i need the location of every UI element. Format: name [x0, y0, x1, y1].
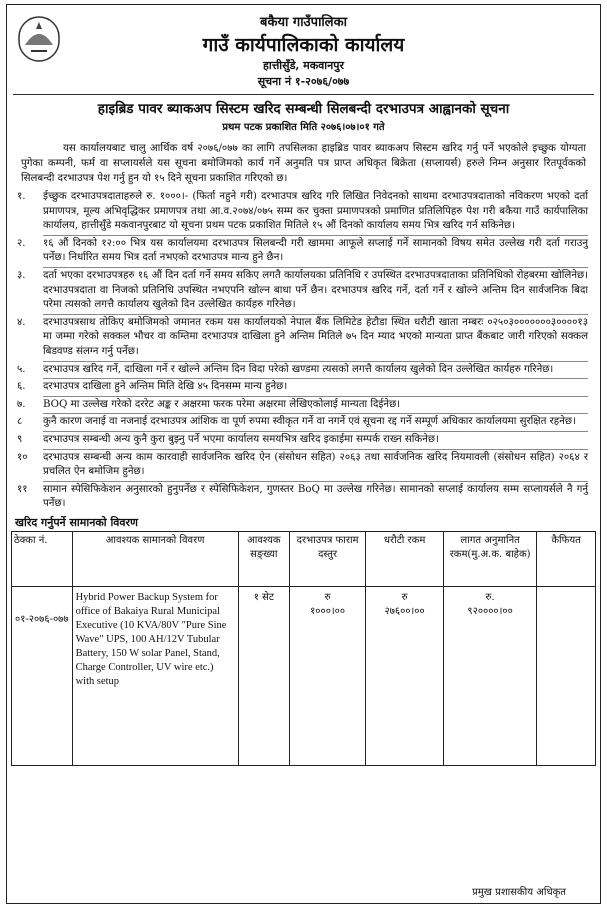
col-form-fee: दरभाउपत्र फाराम दस्तुर — [290, 531, 366, 586]
term-number: ५. — [17, 363, 26, 375]
col-deposit: धरौटी रकम — [366, 531, 444, 586]
col-quantity: आवश्यक सङ्ख्या — [238, 531, 289, 586]
cell-contract-no: ०१-२०७६-०७७ — [12, 586, 73, 765]
intro-paragraph: यस कार्यालयबाट चालु आर्थिक वर्ष २०७६/०७७ का लागि तपसिलका हाइब्रिड पावर ब्याकअप सिस्टम खरिद गर्नु पर्ने भएकोले इच्छुक योग्यता पुगेका कम्पनी, फर्म वा सप्लायर्सले यस सूचना बमोजिमको कार्य गर्ने अनुमति पत्र प्राप्त अधिकृत बिक्रेता (सप्लायर्स) हरुले निम्न अनुसार रितपूर्वकको सिलबन्दी दरभाउपत्र पेश गर्नु हुन यो १५ दिने सूचना प्रकाशित गरिएको छ। — [21, 143, 586, 184]
term-item — [17, 316, 588, 362]
term-item — [17, 269, 588, 315]
deposit-currency: रु — [401, 591, 408, 603]
term-number: ३. — [17, 269, 26, 281]
term-item — [17, 451, 588, 482]
estimate-amount: ९२००००।०० — [467, 605, 513, 617]
cell-quantity: १ सेट — [238, 586, 289, 765]
header-divider — [13, 94, 594, 95]
term-number: ११ — [17, 483, 28, 495]
term-text: दरभाउपत्रसाथ तोकिए बमोजिमको जमानत रकम यस कार्यालयको नेपाल बैंक लिमिटेड हेटौडा स्थित धरौटी खाता नम्बरः ०२५०३०००००००३००००१३ मा जम्मा गरेको सक्कल भौचर वा कम्तिमा दरभाउपत्र दाखिला हुने अन्तिम मितिले ७५ दिन म्याद भएको मान्यता प्राप्त बैंकबाट जारी गरिएको सक्कल बिडवण्ड संलग्न गर्नु पर्नेछ। — [43, 316, 588, 362]
notice-page — [6, 4, 601, 904]
term-text: सामान स्पेसिफिकेशन अनुसारको हुनुपर्नेछ र स्पेसिफिकेशन, गुणस्तर BoQ मा उल्लेख गरिनेछ। सामानको सप्लाई कार्यालय सम्म सप्लायर्सले नै गर्नु पर्नेछ। — [43, 483, 588, 510]
term-text: दरभाउपत्र सम्बन्धी अन्य काम कारवाही सार्वजनिक खरिद ऐन (संसोधन सहित) २०६३ तथा सार्वजनिक खरिद नियमावली (संसोधन सहित) २०६४ र प्रचलित ऐन बमोजिम हुनेछ। — [43, 451, 588, 482]
cell-description: Hybrid Power Backup System for office of Bakaiya Rural Municipal Executive (10 KVA/80V "Pure Sine Wave" UPS, 100 AH/12V Tubular Battery, 150 W solar Panel, Stand, Charge Controller, UV wire etc.) with setup — [72, 586, 238, 765]
letterhead — [7, 12, 600, 89]
nepal-emblem-icon — [17, 15, 61, 63]
term-item — [17, 363, 588, 380]
terms-list — [17, 190, 588, 513]
office-name: गाउँ कार्यपालिकाको कार्यालय — [202, 34, 405, 56]
cell-estimate — [444, 586, 537, 765]
publish-date: प्रथम पटक प्रकाशित मिति २०७६।०७।०१ गते — [222, 122, 385, 133]
notice-title: हाइब्रिड पावर ब्याकअप सिस्टम खरिद सम्बन्धी सिलबन्दी दरभाउपत्र आह्वानको सूचना — [97, 101, 510, 117]
term-text: कुनै कारण जनाई वा नजनाई दरभाउपत्र आंशिक वा पूर्ण रुपमा स्वीकृत गर्ने वा नगर्ने एवं सूचना रद्द गर्ने सम्पूर्ण अधिकार कार्यालयमा सुरक्षित रहनेछ। — [43, 415, 588, 432]
term-number: १. — [17, 191, 26, 202]
form-fee-amount: १०००।०० — [310, 605, 346, 617]
signature-title: प्रमुख प्रशासकीय अधिकृत — [472, 887, 566, 898]
term-number: २. — [17, 237, 26, 249]
col-estimate: लागत अनुमानित रकम(मु.अ.क. बाहेक) — [444, 531, 537, 586]
term-number: ८ — [17, 416, 23, 428]
col-remarks: कैफियत — [537, 531, 596, 586]
term-text: दरभाउपत्र दाखिला हुने अन्तिम मिति देखि ४५ दिनसम्म मान्य हुनेछ। — [43, 380, 588, 397]
term-number: ६. — [17, 381, 26, 393]
term-item — [17, 398, 588, 415]
term-number: १० — [17, 451, 28, 463]
notice-number: सूचना नं १-२०७६/०७७ — [257, 75, 350, 88]
term-text: दरभाउपत्र खरिद गर्ने, दाखिला गर्ने र खोल्ने अन्तिम दिन विदा परेको खण्डमा त्यसको लगत्तै कार्यालय खुलेको दिन उल्लेखित कार्यहरु गरिनेछ। — [43, 363, 588, 380]
term-number: ९ — [17, 433, 23, 445]
table-row — [12, 586, 596, 765]
cell-remarks — [537, 586, 596, 765]
col-contract-no: ठेक्का नं. — [12, 531, 73, 586]
term-text: दर्ता भएका दरभाउपत्रहरु १६ औं दिन दर्ता गर्ने समय सकिए लगतै कार्यालयका प्रतिनिधि र उपस्थित दरभाउपत्रदाताका प्रतिनिधिको रोहबरमा खोलिनेछ। दरभाउपत्रदाता वा निजको प्रतिनिधि उपस्थित नभएपनि खोल्न बाधा पर्ने छैन। दरभाउपत्र खरिद गर्ने, दर्ता गर्ने र खोल्ने अन्तिम दिन सार्वजनिक बिदा परेमा त्यसको लगत्तै कार्यालय खुलेको दिन उल्लेखित कार्यहरु गरिनेछ। — [43, 269, 588, 315]
term-item — [17, 433, 588, 450]
deposit-amount: २७६००।०० — [384, 605, 425, 617]
term-item — [17, 237, 588, 268]
term-number: ४. — [17, 316, 26, 328]
cell-deposit — [366, 586, 444, 765]
estimate-currency: रु. — [485, 591, 495, 603]
term-text: ईच्छुक दरभाउपत्रदाताहरुले रु. १०००।- (फिर्ता नहुने गरी) दरभाउपत्र खरिद गरि लिखित निवेदनको साथमा दरभाउपत्रदाताको नविकरण भएको दर्ता प्रमाणपत्र, मूल्य अभिवृद्धिकर प्रमाणपत्र तथा आ.व.२०७४/०७५ सम्म कर चुक्ता प्रमाणपत्रको प्रमाणित प्रतिलिपिहरु पेश गरी बकैया गाउँ कार्यपालिका कार्यालय, हात्तीसुँडे मकवानपुरबाट यो सूचना प्रथम पटक प्रकाशित मितिले १५ औं दिनको कार्यालय समय भित्र खरिद गर्न सकिनेछ। — [43, 190, 588, 236]
form-fee-currency: रु — [324, 591, 331, 603]
term-text: BOQ मा उल्लेख गरेको दररेट अङ्क र अक्षरमा फरक परेमा अक्षरमा लेखिएकोलाई मान्यता दिईनेछ। — [43, 398, 588, 415]
term-number: ७. — [17, 398, 26, 410]
items-table — [11, 531, 596, 766]
term-text: १६ औं दिनको १२:०० भित्र यस कार्यालयमा दरभाउपत्र सिलबन्दी गरी खाममा आफूले सप्लाई गर्ने सामानको विषय समेत उल्लेख गरी दर्ता गराउनु पर्नेछ। निर्धारित समय भित्र दर्ता नभएको दरभाउपत्र मान्य हुने छैन। — [43, 237, 588, 268]
items-section-title: खरिद गर्नुपर्ने सामानको विवरण — [15, 515, 138, 529]
term-item — [17, 415, 588, 432]
col-description: आवश्यक सामानको विवरण — [72, 531, 238, 586]
term-item — [17, 190, 588, 236]
cell-form-fee — [290, 586, 366, 765]
term-item — [17, 380, 588, 397]
table-header-row — [12, 531, 596, 586]
municipality-name: बकैया गाउँपालिका — [260, 15, 347, 30]
term-text: दरभाउपत्र सम्बन्धी अन्य कुनै कुरा बुझ्नु पर्ने भएमा कार्यालय समयभित्र खरिद इकाईमा सम्पर्क राख्न सकिनेछ। — [43, 433, 588, 450]
office-address: हात्तीसुँडे, मकवानपुर — [263, 59, 344, 72]
term-item — [17, 483, 588, 513]
